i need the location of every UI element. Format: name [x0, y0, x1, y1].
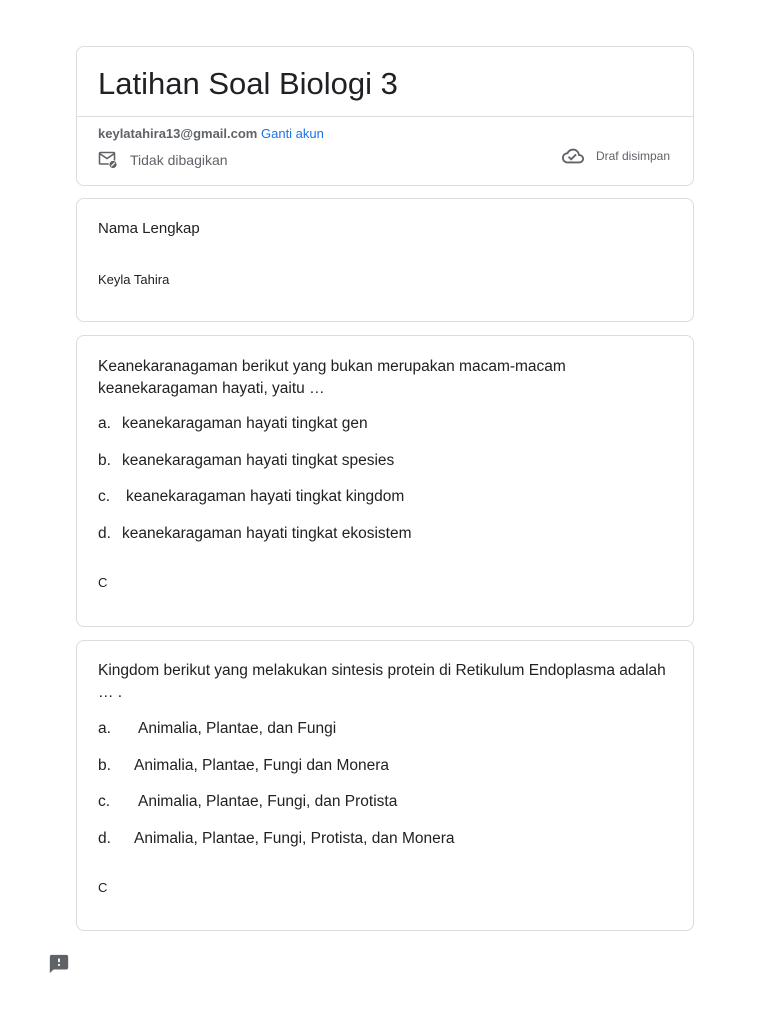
option-letter: a. [98, 720, 111, 737]
question-body [77, 641, 693, 897]
report-feedback-button[interactable] [48, 953, 70, 975]
question-title [98, 218, 672, 240]
feedback-icon [48, 962, 70, 979]
option-letter: d. [98, 524, 111, 542]
option-text: keanekaragaman hayati tingkat spesies [122, 451, 395, 469]
option-text: Animalia, Plantae, Fungi, Protista, dan Monera [134, 829, 455, 847]
option-text: Animalia, Plantae, Fungi, dan Protista [138, 793, 398, 810]
option-item [98, 486, 672, 508]
option-item [98, 755, 672, 777]
answer-field[interactable]: Keyla Tahira [98, 272, 170, 287]
question-title-line: Keanekaranagaman berikut yang bukan merupakan macam-macam [98, 358, 566, 375]
option-text: Animalia, Plantae, dan Fungi [138, 720, 337, 737]
title-section [77, 47, 693, 116]
question-title [98, 660, 672, 704]
option-item [98, 450, 672, 472]
option-text: keanekaragaman hayati tingkat kingdom [126, 488, 405, 505]
cloud-done-icon [562, 145, 584, 167]
form-header-card [76, 46, 694, 186]
option-list [98, 718, 672, 850]
question-title [98, 356, 672, 400]
account-line [98, 125, 672, 143]
sharing-status: Tidak dibagikan [130, 152, 228, 168]
draft-save-status [562, 145, 670, 167]
question-card [76, 198, 694, 322]
question-body [77, 336, 693, 592]
answer-field[interactable]: C [98, 575, 108, 590]
question-title-line: keanekaragaman hayati, yaitu … [98, 380, 325, 397]
option-letter: b. [98, 756, 111, 774]
question-title-line: Nama Lengkap [98, 220, 200, 237]
question-title-line: Kingdom berikut yang melakukan sintesis protein di Retikulum Endoplasma adalah [98, 662, 666, 679]
option-text: keanekaragaman hayati tingkat ekosistem [122, 524, 412, 542]
question-body [77, 199, 693, 289]
option-item [98, 413, 672, 435]
form-title: Latihan Soal Biologi 3 [98, 66, 398, 101]
header-divider [77, 116, 693, 117]
account-email: keylatahira13@gmail.com [98, 126, 258, 141]
mail-not-shared-icon [98, 151, 118, 169]
option-list [98, 413, 672, 545]
account-section [77, 125, 693, 193]
option-letter: a. [98, 415, 111, 432]
option-letter: b. [98, 451, 111, 469]
draft-saved-text: Draf disimpan [595, 149, 670, 163]
option-item [98, 828, 672, 850]
option-text: Animalia, Plantae, Fungi dan Monera [134, 756, 390, 774]
option-letter: c. [98, 488, 111, 505]
option-text: keanekaragaman hayati tingkat gen [122, 415, 368, 432]
option-letter: c. [98, 793, 111, 810]
question-card [76, 335, 694, 627]
question-card [76, 640, 694, 931]
option-item [98, 523, 672, 545]
answer-field[interactable]: C [98, 880, 108, 895]
switch-account-link[interactable]: Ganti akun [261, 126, 324, 141]
option-item [98, 791, 672, 813]
option-item [98, 718, 672, 740]
question-title-line: … . [98, 684, 123, 701]
option-letter: d. [98, 829, 111, 847]
